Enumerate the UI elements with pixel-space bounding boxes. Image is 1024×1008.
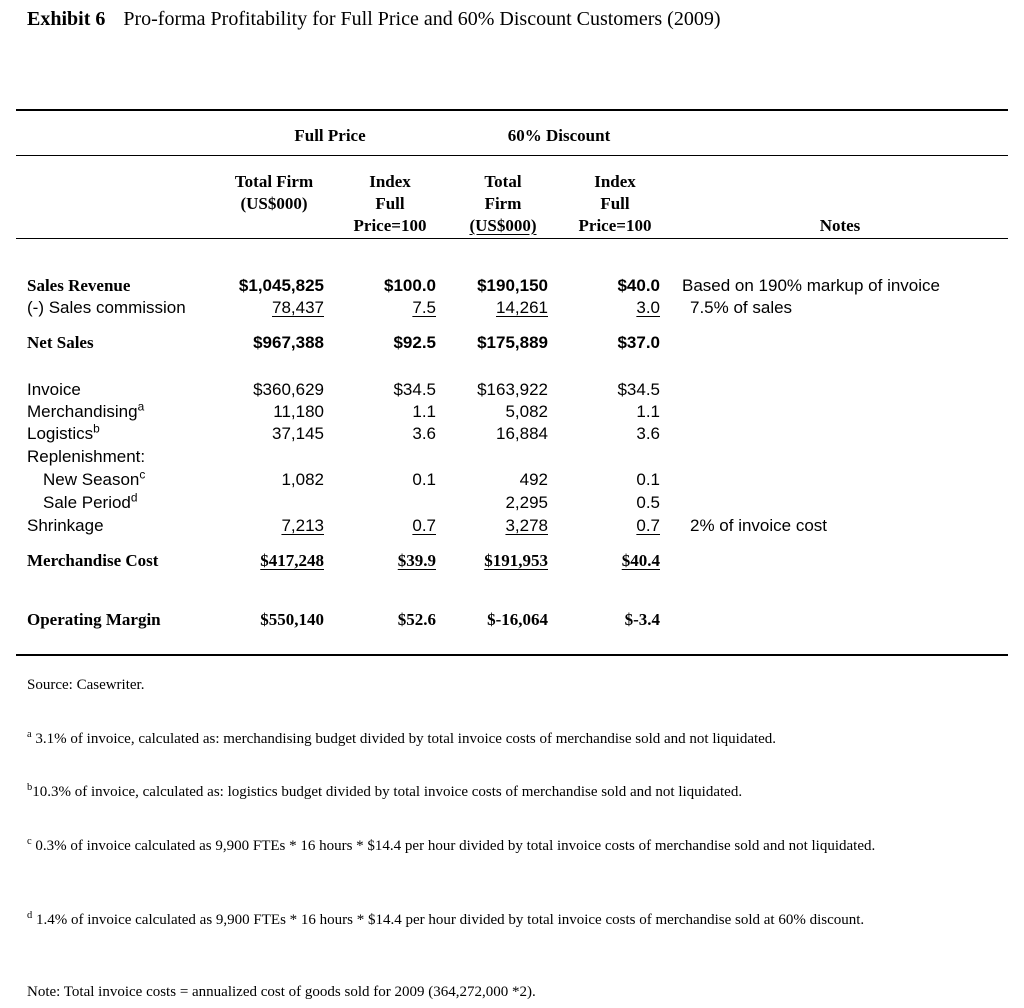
cell-net-sales-c2: $92.5 [393, 333, 436, 352]
cell-new-season-c1: 1,082 [281, 470, 324, 489]
cell-merchandising-c1: 11,180 [273, 402, 324, 421]
note-sales-revenue: Based on 190% markup of invoice [682, 276, 940, 295]
row-label-logistics [27, 421, 100, 444]
cell-invoice-c1: $360,629 [253, 380, 324, 399]
cell-invoice-c3: $163,922 [477, 380, 548, 399]
cell-sale-period-c4: 0.5 [636, 493, 660, 512]
cell-merchandising-c3: 5,082 [505, 402, 548, 421]
cell-sales-revenue-c3: $190,150 [477, 276, 548, 295]
footnote-mark: a [27, 729, 32, 740]
cell-new-season-c4: 0.1 [636, 470, 660, 489]
row-label-sales-revenue: Sales Revenue [27, 276, 131, 295]
row-label-merchandising [27, 399, 145, 422]
col-header-total-firm-discount [453, 171, 553, 237]
row-label-merchandise-cost: Merchandise Cost [27, 551, 159, 570]
table-bottom-rule [16, 654, 1008, 656]
group-header-discount: 60% Discount [507, 126, 611, 145]
cell-merchandise-cost-c1: $417,248 [260, 551, 324, 570]
col-header-line: Index [369, 172, 411, 191]
invoice-cost-note: Note: Total invoice costs = annualized cost of goods sold for 2009 (364,272,000 *2). [27, 984, 536, 1000]
exhibit-label: Exhibit 6 [27, 8, 106, 30]
cell-merchandise-cost-c2: $39.9 [397, 551, 436, 570]
cell-shrinkage-c2: 0.7 [412, 516, 436, 535]
footnote-mark: c [139, 467, 146, 482]
cell-invoice-c4: $34.5 [617, 380, 660, 399]
footnote-c [27, 836, 987, 856]
cell-sales-commission-c4: 3.0 [636, 298, 660, 317]
row-label-replenishment: Replenishment: [27, 447, 146, 466]
table-top-rule [16, 109, 1008, 111]
footnote-d [27, 910, 987, 930]
cell-invoice-c2: $34.5 [393, 380, 436, 399]
footnote-text: 0.3% of invoice calculated as 9,900 FTEs * 16 hours * $14.4 per hour divided by total invoice costs of merchandise sold and not liquidated. [31, 838, 876, 854]
note-sales-commission: 7.5% of sales [690, 298, 793, 317]
row-label-invoice: Invoice [27, 380, 81, 399]
footnote-b [27, 782, 987, 802]
cell-sales-revenue-c4: $40.0 [617, 276, 660, 295]
cell-net-sales-c3: $175,889 [477, 333, 548, 352]
group-header-full-price: Full Price [294, 126, 366, 145]
cell-operating-margin-c2: $52.6 [397, 610, 436, 629]
cell-operating-margin-c3: $-16,064 [487, 610, 548, 629]
row-label-new-season [43, 467, 146, 490]
row-label-sales-commission: (-) Sales commission [27, 298, 186, 317]
group-header-rule [16, 155, 1008, 156]
label-text: Merchandising [27, 402, 138, 421]
cell-logistics-c2: 3.6 [412, 424, 436, 443]
cell-merchandise-cost-c3: $191,953 [484, 551, 548, 570]
exhibit-title-text: Pro-forma Profitability for Full Price and 60% Discount Customers (2009) [123, 8, 721, 30]
footnote-mark: a [137, 399, 145, 414]
exhibit-title [27, 8, 721, 31]
cell-merchandising-c4: 1.1 [636, 402, 660, 421]
col-header-notes: Notes [819, 216, 861, 235]
cell-sales-commission-c3: 14,261 [496, 298, 548, 317]
source-note: Source: Casewriter. [27, 677, 145, 693]
col-header-total-firm-full [214, 171, 334, 215]
footnote-mark: c [27, 836, 32, 847]
cell-sale-period-c3: 2,295 [505, 493, 548, 512]
col-header-line: Full [600, 194, 630, 213]
row-label-operating-margin: Operating Margin [27, 610, 161, 629]
cell-merchandise-cost-c4: $40.4 [621, 551, 660, 570]
cell-operating-margin-c4: $-3.4 [624, 610, 660, 629]
col-header-line: Price=100 [578, 216, 652, 235]
cell-sales-revenue-c1: $1,045,825 [238, 276, 324, 295]
col-header-line: Full [375, 194, 405, 213]
footnote-mark: d [27, 910, 33, 921]
footnote-text: 3.1% of invoice, calculated as: merchandising budget divided by total invoice costs of merchandise sold and not liquidated. [31, 731, 777, 747]
col-header-line: Firm [484, 194, 522, 213]
footnote-mark: b [93, 421, 100, 436]
cell-logistics-c3: 16,884 [496, 424, 548, 443]
cell-shrinkage-c4: 0.7 [636, 516, 660, 535]
footnote-mark: d [130, 490, 138, 505]
label-text: Logistics [27, 424, 94, 443]
row-label-shrinkage: Shrinkage [27, 516, 104, 535]
cell-sales-commission-c2: 7.5 [412, 298, 436, 317]
col-header-line: (US$000) [469, 216, 537, 235]
label-text: Sale Period [43, 493, 131, 512]
row-label-sale-period [43, 490, 138, 513]
col-header-line: Price=100 [353, 216, 427, 235]
col-header-index-discount [565, 171, 665, 237]
footnote-text: 10.3% of invoice, calculated as: logistics budget divided by total invoice costs of merchandise sold and not liquidated. [32, 784, 743, 800]
cell-operating-margin-c1: $550,140 [260, 610, 324, 629]
footnote-a [27, 729, 987, 749]
column-header-rule [16, 238, 1008, 239]
cell-merchandising-c2: 1.1 [412, 402, 436, 421]
label-text: New Season [43, 470, 140, 489]
cell-net-sales-c4: $37.0 [617, 333, 660, 352]
cell-shrinkage-c3: 3,278 [505, 516, 548, 535]
cell-logistics-c1: 37,145 [272, 424, 324, 443]
note-shrinkage: 2% of invoice cost [690, 516, 828, 535]
cell-net-sales-c1: $967,388 [253, 333, 324, 352]
col-header-line: Index [594, 172, 636, 191]
cell-new-season-c3: 492 [519, 470, 548, 489]
footnote-mark: b [27, 782, 33, 793]
col-header-line: Total [484, 172, 522, 191]
cell-sales-commission-c1: 78,437 [272, 298, 324, 317]
cell-new-season-c2: 0.1 [412, 470, 436, 489]
cell-sales-revenue-c2: $100.0 [384, 276, 436, 295]
col-header-index-full [340, 171, 440, 237]
footnote-text: 1.4% of invoice calculated as 9,900 FTEs * 16 hours * $14.4 per hour divided by total invoice costs of merchandise sold at 60% discount. [32, 912, 865, 928]
cell-logistics-c4: 3.6 [636, 424, 660, 443]
col-header-line: Total Firm [234, 172, 314, 191]
row-label-net-sales: Net Sales [27, 333, 94, 352]
col-header-line: (US$000) [240, 194, 308, 213]
cell-shrinkage-c1: 7,213 [281, 516, 324, 535]
